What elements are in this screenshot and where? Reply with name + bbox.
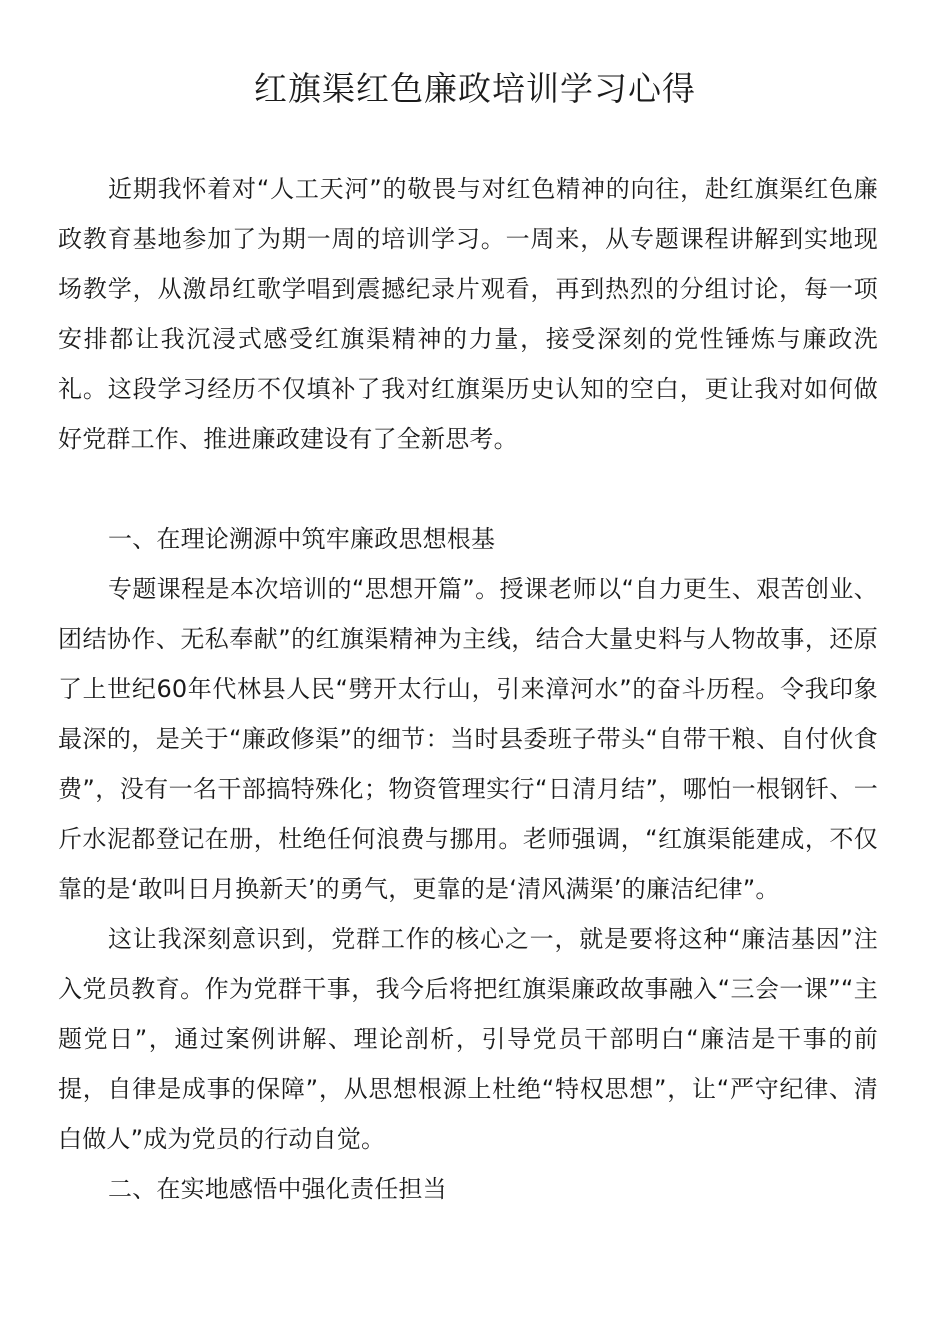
section1-paragraph-1: 专题课程是本次培训的“思想开篇”。授课老师以“自力更生、艰苦创业、团结协作、无私奉献”的红旗渠精神为主线，结合大量史料与人物故事，还原了上世纪60年代林县人民“劈开太行山，引来漳河水”的奋斗历程。令我印象最深的，是关于“廉政修渠”的细节：当时县委班子带头“自带干粮、自付伙食费”，没有一名干部搞特殊化；物资管理实行“日清月结”，哪怕一根钢钎、一斤水泥都登记在册，杜绝任何浪费与挪用。老师强调，“红旗渠能建成，不仅靠的是‘敢叫日月换新天’的勇气，更靠的是‘清风满渠’的廉洁纪律”。 — [58, 575, 878, 903]
section-heading-1: 一、在理论溯源中筑牢廉政思想根基 — [108, 525, 496, 553]
intro-paragraph: 近期我怀着对“人工天河”的敬畏与对红色精神的向往，赴红旗渠红色廉政教育基地参加了为期一周的培训学习。一周来，从专题课程讲解到实地现场教学，从激昂红歌学唱到震撼纪录片观看，再到热烈的分组讨论，每一项安排都让我沉浸式感受红旗渠精神的力量，接受深刻的党性锤炼与廉政洗礼。这段学习经历不仅填补了我对红旗渠历史认知的空白，更让我对如何做好党群工作、推进廉政建设有了全新思考。 — [58, 175, 878, 453]
section1-paragraph-2: 这让我深刻意识到，党群工作的核心之一，就是要将这种“廉洁基因”注入党员教育。作为党群干事，我今后将把红旗渠廉政故事融入“三会一课”“主题党日”，通过案例讲解、理论剖析，引导党员干部明白“廉洁是干事的前提，自律是成事的保障”，从思想根源上杜绝“特权思想”，让“严守纪律、清白做人”成为党员的行动自觉。 — [58, 925, 878, 1153]
document-title: 红旗渠红色廉政培训学习心得 — [254, 69, 696, 108]
document-body — [58, 164, 878, 1214]
section-heading-2: 二、在实地感悟中强化责任担当 — [108, 1175, 447, 1203]
blank-line — [58, 464, 878, 514]
